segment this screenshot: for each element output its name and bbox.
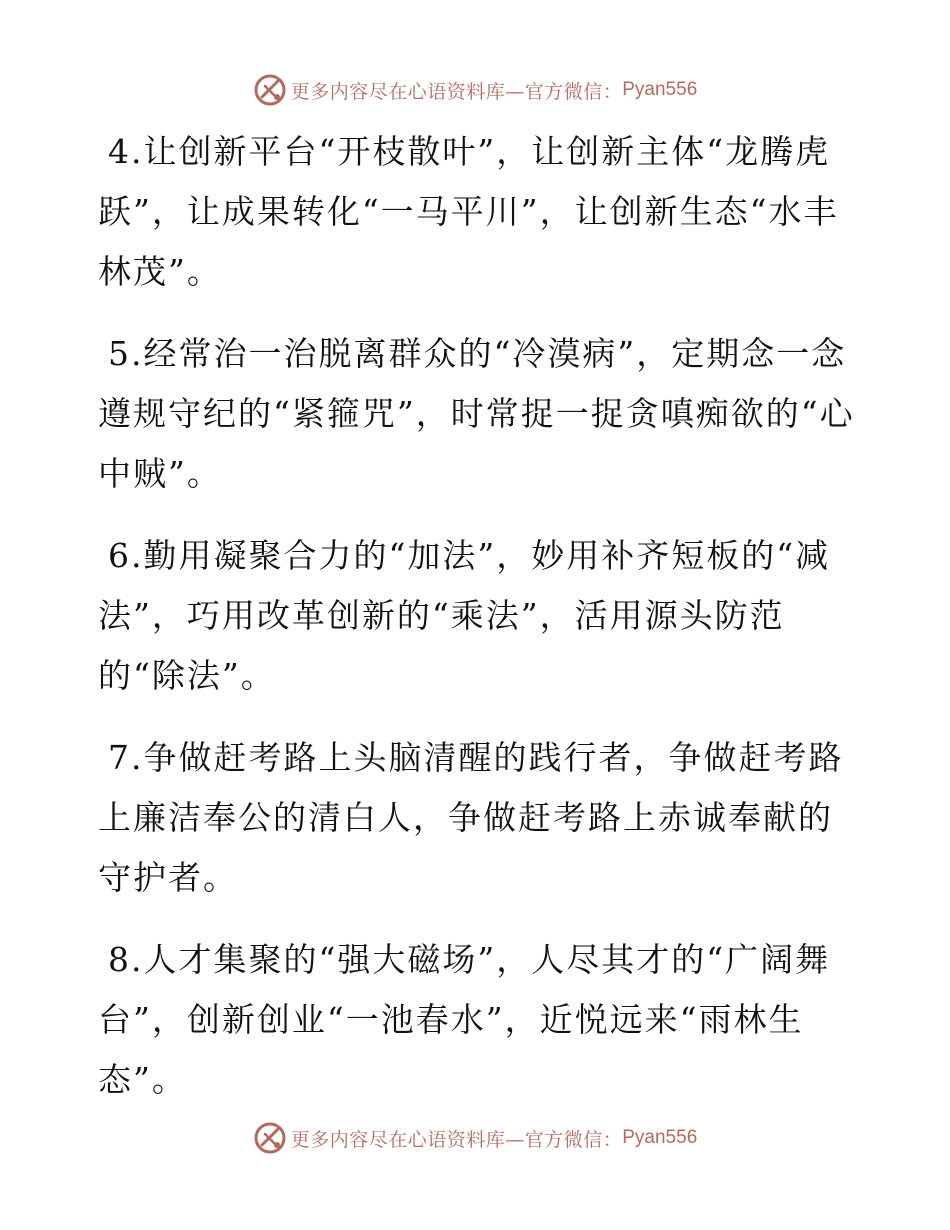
paragraph-4 <box>98 122 858 302</box>
paragraph-text: 经常治一治脱离群众的“冷漠病”，定期念一念遵规守纪的“紧箍咒”，时常捉一捉贪嗔痴欲的“心中贼”。 <box>98 334 855 493</box>
logo-icon <box>253 73 287 107</box>
paragraph-number: 6. <box>108 536 144 575</box>
paragraph-number: 8. <box>108 940 144 979</box>
header-banner <box>0 70 950 110</box>
paragraph-text: 让创新平台“开枝散叶”，让创新主体“龙腾虎跃”，让成果转化“一马平川”，让创新生态“水丰林茂”。 <box>98 132 839 291</box>
paragraph-6 <box>98 526 858 706</box>
banner-text: 更多内容尽在心语资料库—官方微信： <box>290 1128 623 1151</box>
paragraph-7 <box>98 728 858 908</box>
paragraph-number: 4. <box>108 132 144 171</box>
footer-banner <box>0 1118 950 1158</box>
paragraph-number: 7. <box>108 738 144 777</box>
paragraph-text: 人才集聚的“强大磁场”，人尽其才的“广阔舞台”，创新创业“一池春水”，近悦远来“雨林生态”。 <box>98 940 831 1099</box>
paragraph-text: 勤用凝聚合力的“加法”，妙用补齐短板的“减法”，巧用改革创新的“乘法”，活用源头防范的“除法”。 <box>98 536 831 695</box>
paragraph-5 <box>98 324 858 504</box>
banner-text: 更多内容尽在心语资料库—官方微信： <box>290 80 623 103</box>
document-body <box>98 122 858 1132</box>
paragraph-text: 争做赶考路上头脑清醒的践行者，争做赶考路上廉洁奉公的清白人，争做赶考路上赤诚奉献的守护者。 <box>98 738 844 897</box>
banner-wechat-id: Pyan556 <box>622 79 698 100</box>
logo-icon <box>253 1121 287 1155</box>
paragraph-8 <box>98 930 858 1110</box>
banner-wechat-id: Pyan556 <box>622 1127 698 1148</box>
paragraph-number: 5. <box>108 334 144 373</box>
